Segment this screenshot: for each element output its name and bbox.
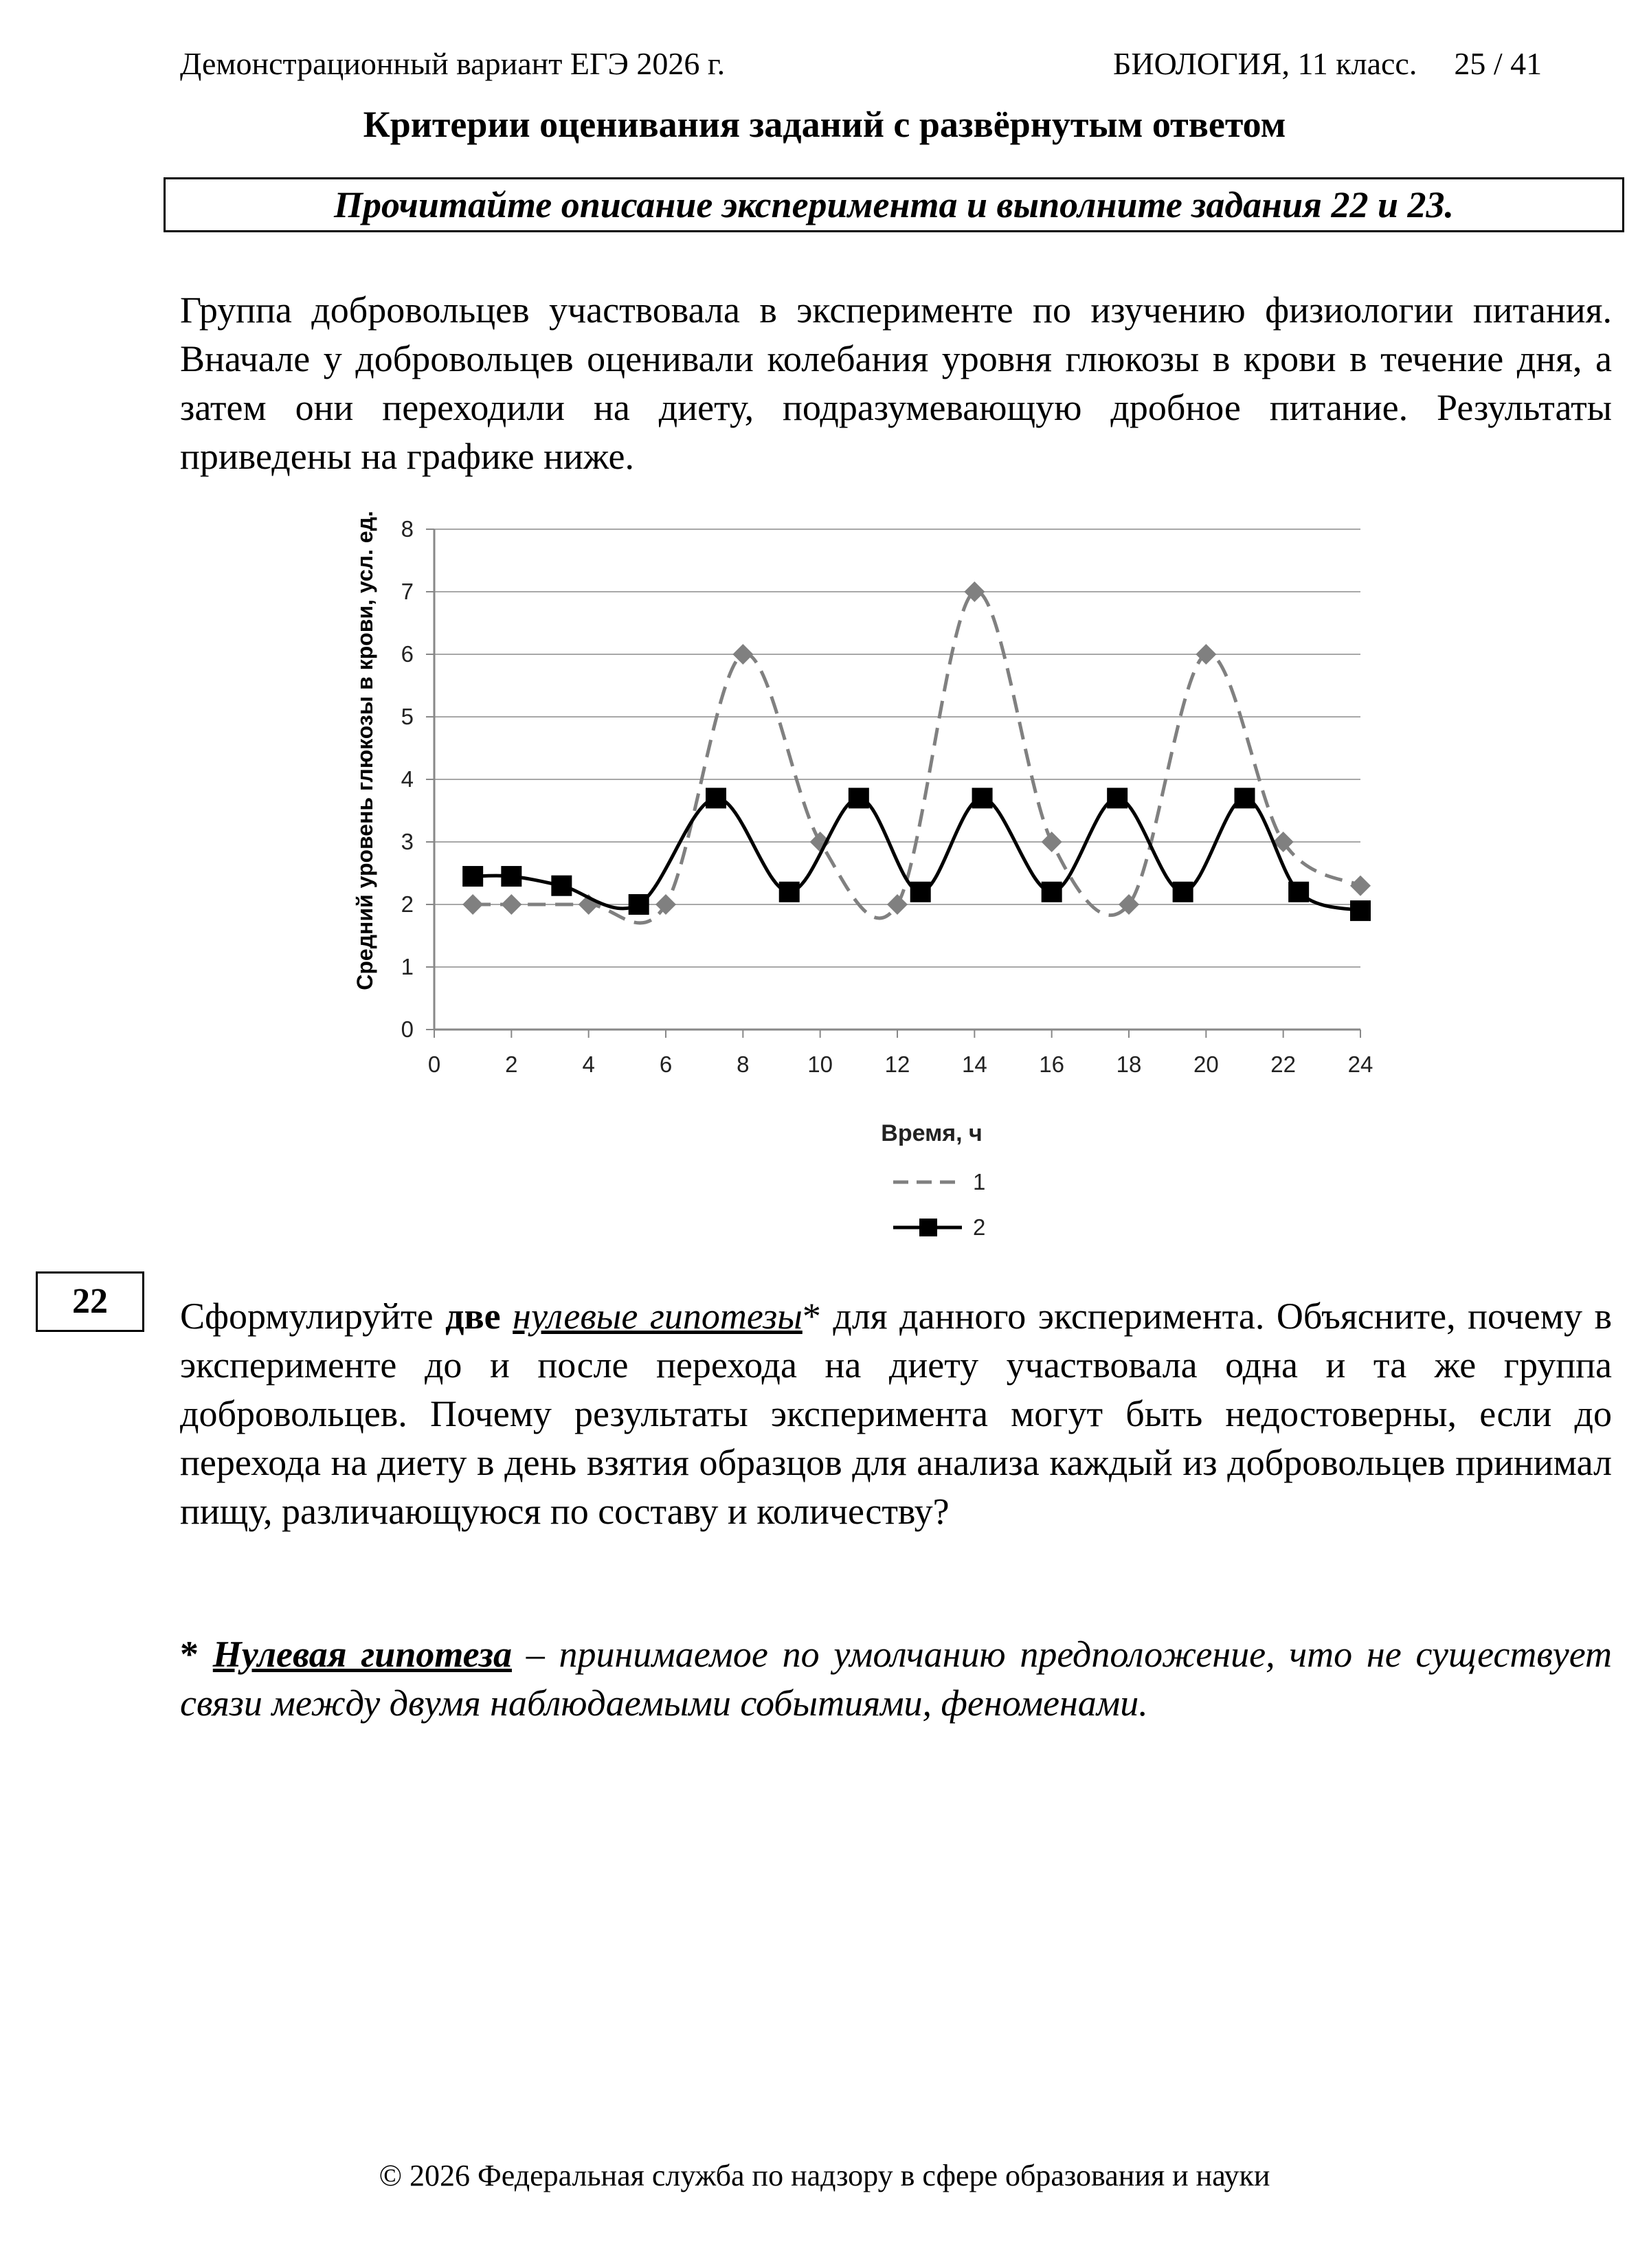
footnote-text: – принимаемое по умолчанию предположение, что не существует связи между двумя наблюдаемыми событиями, феноменами. [180,1634,1613,1724]
x-tick-label: 6 [659,1052,673,1077]
footer-copyright: © 2026 Федеральная служба по надзору в сфере образования и науки [379,2159,1270,2192]
footnote-term: Нулевая гипотеза [212,1634,512,1675]
footnote [180,1630,1612,1728]
series-1-point [462,894,483,915]
x-tick-label: 0 [427,1052,441,1077]
series-2-point [629,894,649,915]
task-bold-word: две [445,1296,501,1337]
x-tick-label: 22 [1270,1052,1297,1077]
y-tick-label: 3 [401,829,414,854]
task-22-text [180,1292,1612,1536]
y-tick-label: 5 [401,704,414,729]
x-tick-label: 16 [1039,1052,1065,1077]
chart-axes [401,516,1373,1077]
x-tick-label: 24 [1347,1052,1373,1077]
series-1-point [887,894,908,915]
y-tick-label: 0 [401,1016,414,1042]
header-subject [1113,45,1542,82]
header-exam-title: Демонстрационный вариант ЕГЭ 2026 г. [180,46,726,81]
series-2-point [1350,900,1371,921]
series-2-point [1042,882,1062,902]
legend-marker-2 [919,1219,937,1236]
subject-label: БИОЛОГИЯ, 11 класс. [1113,46,1417,81]
series-2-point [972,788,993,808]
y-tick-label: 6 [401,641,414,667]
x-axis-label: Время, ч [881,1120,983,1146]
chart-series [462,581,1371,923]
series-1-line [473,591,1360,923]
series-1-point [1042,832,1062,852]
x-tick-label: 18 [1116,1052,1142,1077]
intro-paragraph: Группа добровольцев участвовала в эксперименте по изучению физиологии питания. Вначале у добровольцев оценивали колебания уровня глюкозы в крови в течение дня, а затем они переходили на диету, подразумевающую дробное питание. Результаты приведены на графике ниже. [180,289,1612,477]
series-1-point [1350,876,1371,896]
x-tick-label: 8 [737,1052,750,1077]
x-tick-label: 2 [505,1052,518,1077]
chart-legend [893,1169,985,1240]
y-tick-label: 4 [401,766,414,792]
series-2-point [910,882,931,902]
y-axis-label: Средний уровень глюкозы в крови, усл. ед. [352,511,377,990]
task-number-box: 22 [36,1271,144,1332]
series-2-point [462,866,483,887]
series-2-point [501,866,521,887]
x-tick-label: 10 [807,1052,833,1077]
instruction-box: Прочитайте описание эксперимента и выполните задания 22 и 23. [164,177,1624,232]
y-tick-label: 1 [401,954,414,979]
task-text-part2: * для данного эксперимента. Объясните, почему в эксперименте до и после перехода на диету участвовала одна и та же группа добровольцев. Почему результаты эксперимента могут быть недостоверны, если до перехода на диету в день взятия образцов для анализа каждый из добровольцев принимал пищу, различающуюся по составу и количеству? [180,1296,1612,1532]
x-tick-label: 14 [961,1052,987,1077]
criteria-title: Критерии оценивания заданий с развёрнутым ответом [363,104,1286,145]
legend-label-2: 2 [973,1214,986,1240]
glucose-chart [330,495,1470,1251]
series-2-point [779,882,800,902]
series-2-point [1107,788,1128,808]
legend-label-1: 1 [973,1169,986,1194]
series-2-point [1288,882,1309,902]
y-tick-label: 8 [401,516,414,542]
task-text-part1: Сформулируйте [180,1296,446,1337]
series-2-point [706,788,726,808]
x-tick-label: 20 [1193,1052,1219,1077]
y-tick-label: 2 [401,891,414,917]
series-1-point [501,894,521,915]
page-number: 25 / 41 [1454,46,1543,81]
null-hypothesis-term: нулевые гипотезы [513,1296,803,1337]
footnote-star: * [180,1634,213,1675]
x-tick-label: 4 [582,1052,595,1077]
series-2-point [849,788,869,808]
series-2-point [551,876,572,896]
y-tick-label: 7 [401,579,414,604]
x-tick-label: 12 [884,1052,910,1077]
series-2-point [1235,788,1255,808]
series-2-point [1173,882,1193,902]
